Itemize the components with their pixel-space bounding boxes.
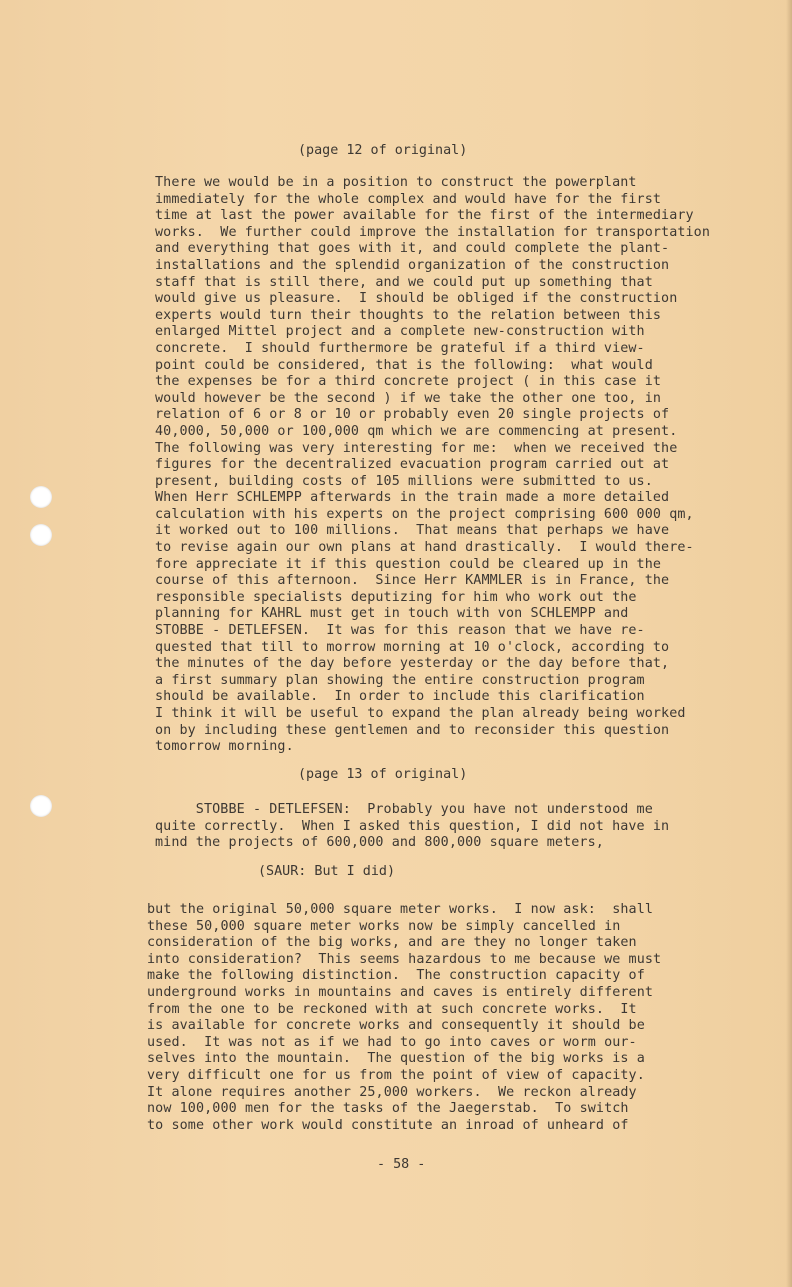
- text-line: present, building costs of 105 millions were submitted to us.: [155, 473, 653, 489]
- text-line: would give us pleasure. I should be obliged if the construction: [155, 291, 678, 307]
- text-line: and everything that goes with it, and could complete the plant-: [155, 241, 670, 257]
- text-line: underground works in mountains and caves is entirely different: [147, 984, 654, 1000]
- text-line: tomorrow morning.: [155, 739, 294, 755]
- text-line: figures for the decentralized evacuation program carried out at: [155, 457, 670, 473]
- paragraph-2: [155, 802, 669, 852]
- text-line: relation of 6 or 8 or 10 or probably even 20 single projects of: [155, 407, 670, 423]
- text-line: installations and the splendid organization of the construction: [155, 257, 670, 273]
- text-line: the expenses be for a third concrete project ( in this case it: [155, 374, 662, 390]
- punch-hole: [30, 795, 52, 817]
- text-line: used. It was not as if we had to go into caves or worm our-: [147, 1034, 637, 1050]
- text-line: calculation with his experts on the project comprising 600 000 qm,: [155, 506, 694, 522]
- interjection: (SAUR: But I did): [258, 864, 396, 879]
- text-line: make the following distinction. The construction capacity of: [147, 968, 645, 984]
- text-line: to revise again our own plans at hand drastically. I would there-: [155, 540, 694, 556]
- paragraph-1: [155, 175, 710, 756]
- text-line: from the one to be reckoned with at such concrete works. It: [147, 1001, 637, 1017]
- punch-hole: [30, 524, 52, 546]
- text-line: The following was very interesting for me: when we received the: [155, 440, 678, 456]
- text-line: selves into the mountain. The question of the big works is a: [147, 1051, 645, 1067]
- text-line: STOBBE - DETLEFSEN: Probably you have not understood me: [155, 802, 653, 817]
- text-line: It alone requires another 25,000 workers. We reckon already: [147, 1084, 637, 1100]
- text-line: immediately for the whole complex and would have for the first: [155, 191, 662, 207]
- page-edge-shadow: [786, 0, 792, 1287]
- text-line: into consideration? This seems hazardous to me because we must: [147, 951, 662, 967]
- text-line: is available for concrete works and consequently it should be: [147, 1018, 645, 1034]
- text-line: responsible specialists deputizing for him who work out the: [155, 589, 637, 605]
- text-line: but the original 50,000 square meter works. I now ask: shall: [147, 902, 654, 917]
- page-number: - 58 -: [377, 1157, 426, 1172]
- text-line: works. We further could improve the installation for transportation: [155, 224, 711, 240]
- text-line: should be available. In order to include this clarification: [155, 689, 645, 705]
- text-line: quite correctly. When I asked this question, I did not have in: [155, 818, 670, 834]
- text-line: these 50,000 square meter works now be simply cancelled in: [147, 918, 621, 934]
- text-line: a first summary plan showing the entire construction program: [155, 672, 645, 688]
- text-line: would however be the second ) if we take the other one too, in: [155, 390, 662, 406]
- text-line: STOBBE - DETLEFSEN. It was for this reason that we have re-: [155, 623, 645, 639]
- text-line: point could be considered, that is the following: what would: [155, 357, 653, 373]
- text-line: course of this afternoon. Since Herr KAMMLER is in France, the: [155, 573, 670, 589]
- text-line: experts would turn their thoughts to the relation between this: [155, 307, 662, 323]
- text-line: to some other work would constitute an inroad of unheard of: [147, 1117, 629, 1133]
- text-line: There we would be in a position to construct the powerplant: [155, 175, 637, 190]
- text-line: the minutes of the day before yesterday or the day before that,: [155, 656, 670, 672]
- text-line: planning for KAHRL must get in touch with von SCHLEMPP and: [155, 606, 629, 622]
- text-line: fore appreciate it if this question could be cleared up in the: [155, 556, 662, 572]
- text-line: it worked out to 100 millions. That means that perhaps we have: [155, 523, 670, 539]
- page-reference-13: (page 13 of original): [298, 767, 468, 782]
- text-line: enlarged Mittel project and a complete new-construction with: [155, 324, 645, 340]
- text-line: consideration of the big works, and are they no longer taken: [147, 935, 637, 951]
- text-line: staff that is still there, and we could put up something that: [155, 274, 653, 290]
- text-line: now 100,000 men for the tasks of the Jaegerstab. To switch: [147, 1101, 629, 1117]
- punch-hole: [30, 486, 52, 508]
- text-line: concrete. I should furthermore be grateful if a third view-: [155, 340, 645, 356]
- text-line: quested that till to morrow morning at 10 o'clock, according to: [155, 639, 670, 655]
- page-reference-12: (page 12 of original): [298, 143, 468, 158]
- text-line: When Herr SCHLEMPP afterwards in the train made a more detailed: [155, 490, 670, 506]
- text-line: 40,000, 50,000 or 100,000 qm which we are commencing at present.: [155, 423, 678, 439]
- text-line: very difficult one for us from the point of view of capacity.: [147, 1067, 645, 1083]
- text-line: time at last the power available for the first of the intermediary: [155, 208, 694, 224]
- text-line: I think it will be useful to expand the plan already being worked: [155, 706, 686, 721]
- text-line: on by including these gentlemen and to reconsider this question: [155, 722, 670, 738]
- text-line: mind the projects of 600,000 and 800,000 square meters,: [155, 835, 604, 851]
- paragraph-3: [147, 902, 661, 1134]
